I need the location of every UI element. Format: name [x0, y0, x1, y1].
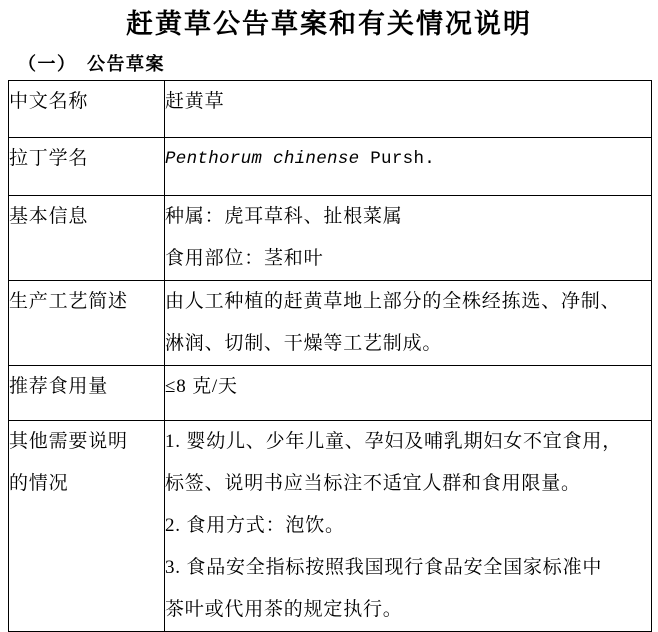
label-text: 中文名称	[9, 91, 89, 112]
value-text-line: 3. 食品安全指标按照我国现行食品安全国家标准中	[165, 557, 603, 578]
announcement-table	[8, 80, 652, 632]
row-label-other-notes	[9, 421, 165, 632]
label-text: 基本信息	[9, 206, 89, 227]
value-text-line: 淋润、切制、干燥等工艺制成。	[165, 333, 443, 354]
value-text-line: 2. 食用方式：泡饮。	[165, 515, 345, 536]
label-text-line: 的情况	[9, 473, 69, 494]
row-label-recommended-intake	[9, 366, 165, 421]
table-row-production-process	[9, 281, 652, 366]
row-value-recommended-intake	[165, 366, 652, 421]
table-row-recommended-intake	[9, 366, 652, 421]
row-value-chinese-name	[165, 81, 652, 138]
label-text: 推荐食用量	[9, 376, 109, 397]
value-text-line: 标签、说明书应当标注不适宜人群和食用限量。	[165, 473, 581, 494]
row-value-other-notes	[165, 421, 652, 632]
value-text-line: 由人工种植的赶黄草地上部分的全株经拣选、净制、	[165, 291, 621, 312]
table-row-chinese-name	[9, 81, 652, 138]
row-label-basic-info	[9, 196, 165, 281]
section-heading: （一） 公告草案	[18, 54, 165, 74]
row-label-chinese-name	[9, 81, 165, 138]
latin-name-text	[165, 138, 651, 180]
value-text-line: 食用部位：茎和叶	[165, 248, 324, 269]
page-title: 赶黄草公告草案和有关情况说明	[126, 9, 532, 39]
row-label-production-process	[9, 281, 165, 366]
value-text-line: 1. 婴幼儿、少年儿童、孕妇及哺乳期妇女不宜食用，	[165, 431, 623, 452]
value-text-line: 种属：虎耳草科、扯根菜属	[165, 206, 403, 227]
table-row-basic-info	[9, 196, 652, 281]
table-row-latin-name	[9, 138, 652, 196]
value-text-line: 茶叶或代用茶的规定执行。	[165, 599, 403, 620]
label-text: 拉丁学名	[9, 148, 89, 169]
row-value-basic-info	[165, 196, 652, 281]
label-text: 生产工艺简述	[9, 291, 128, 312]
value-text: 赶黄草	[165, 91, 225, 112]
latin-author: Pursh.	[359, 149, 436, 169]
label-text-line: 其他需要说明	[9, 431, 128, 452]
value-text: ≤8 克/天	[165, 376, 238, 397]
row-label-latin-name	[9, 138, 165, 196]
row-value-latin-name	[165, 138, 652, 196]
row-value-production-process	[165, 281, 652, 366]
table-row-other-notes	[9, 421, 652, 632]
latin-species-italic: Penthorum chinense	[165, 149, 360, 169]
